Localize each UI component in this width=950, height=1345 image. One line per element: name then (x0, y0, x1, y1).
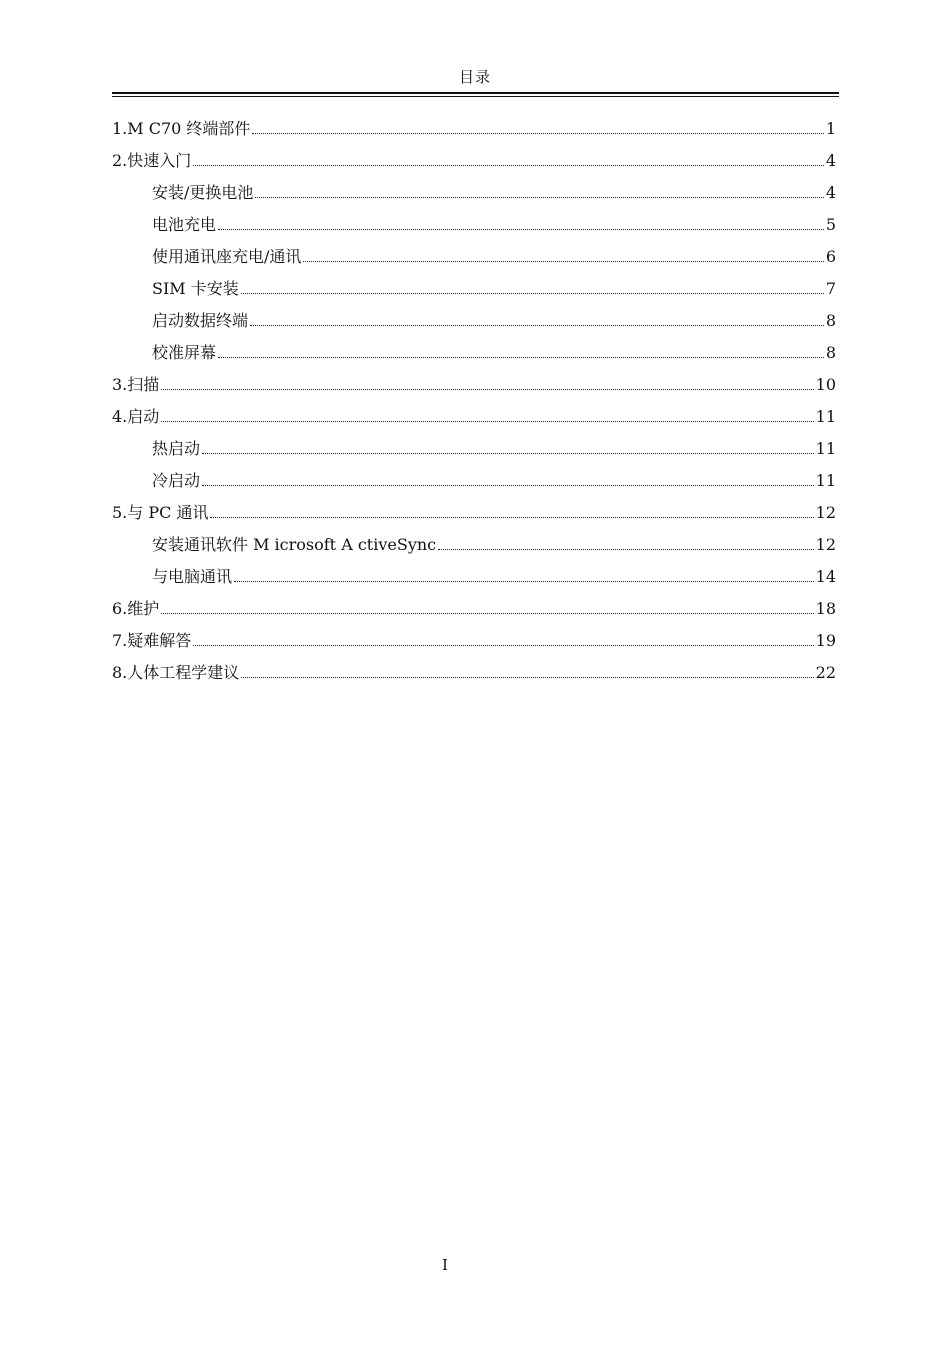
toc-entry[interactable] (112, 660, 836, 692)
toc-entry-title: 启动数据终端 (152, 311, 249, 330)
toc-entry[interactable] (112, 244, 836, 276)
toc-entry-title: 安装通讯软件 M icrosoft A ctiveSync (152, 535, 437, 554)
toc-entry-page: 11 (815, 439, 836, 458)
toc-dot-leader (161, 612, 813, 614)
toc-entry-title: 3.扫描 (112, 375, 160, 394)
toc-entry-title: 使用通讯座充电/通讯 (152, 247, 302, 266)
toc-dot-leader (161, 420, 813, 422)
toc-entry-page: 10 (815, 375, 836, 394)
toc-entry-title: 8.人体工程学建议 (112, 663, 240, 682)
page-number-footer: I (442, 1256, 448, 1274)
toc-dot-leader (250, 324, 824, 326)
toc-entry[interactable] (112, 340, 836, 372)
page-header-title: 目录 (458, 68, 491, 86)
toc-entry[interactable] (112, 404, 836, 436)
toc-entry-title: 校准屏幕 (152, 343, 217, 362)
toc-entry[interactable] (112, 180, 836, 212)
toc-dot-leader (438, 548, 814, 550)
header-rule-thick (112, 92, 839, 94)
toc-dot-leader (193, 164, 824, 166)
toc-entry-page: 4 (825, 151, 836, 170)
toc-dot-leader (252, 132, 823, 134)
toc-entry-page: 7 (825, 279, 836, 298)
toc-entry[interactable] (112, 468, 836, 500)
toc-entry-title: 与电脑通讯 (152, 567, 233, 586)
toc-entry-title: 6.维护 (112, 599, 160, 618)
toc-dot-leader (303, 260, 823, 262)
toc-dot-leader (218, 356, 824, 358)
toc-entry[interactable] (112, 628, 836, 660)
toc-dot-leader (202, 452, 814, 454)
toc-entry-title: SIM 卡安装 (152, 279, 239, 298)
toc-entry-page: 5 (825, 215, 836, 234)
toc-dot-leader (193, 644, 813, 646)
toc-entry-title: 7.疑难解答 (112, 631, 192, 650)
toc-entry-page: 6 (825, 247, 836, 266)
toc-entry-title: 4.启动 (112, 407, 160, 426)
toc-entry[interactable] (112, 564, 836, 596)
toc-entry-page: 22 (815, 663, 836, 682)
toc-entry-page: 14 (815, 567, 836, 586)
table-of-contents (112, 116, 836, 692)
toc-entry[interactable] (112, 596, 836, 628)
toc-entry[interactable] (112, 500, 836, 532)
toc-entry-title: 安装/更换电池 (152, 183, 254, 202)
toc-entry[interactable] (112, 308, 836, 340)
toc-dot-leader (161, 388, 813, 390)
toc-entry[interactable] (112, 436, 836, 468)
toc-dot-leader (218, 228, 824, 230)
toc-entry[interactable] (112, 116, 836, 148)
toc-entry-title: 5.与 PC 通讯 (112, 503, 209, 522)
toc-dot-leader (202, 484, 814, 486)
toc-entry-title: 电池充电 (152, 215, 217, 234)
toc-dot-leader (255, 196, 823, 198)
toc-entry-title: 1.M C70 终端部件 (112, 119, 251, 138)
toc-entry-title: 热启动 (152, 439, 201, 458)
toc-entry-page: 11 (815, 471, 836, 490)
toc-entry[interactable] (112, 212, 836, 244)
toc-entry-page: 8 (825, 311, 836, 330)
toc-entry-page: 4 (825, 183, 836, 202)
toc-entry[interactable] (112, 532, 836, 564)
toc-entry-page: 1 (825, 119, 836, 138)
toc-dot-leader (234, 580, 814, 582)
toc-dot-leader (241, 676, 813, 678)
toc-entry-title: 2.快速入门 (112, 151, 192, 170)
header-rule-thin (112, 96, 839, 97)
toc-entry[interactable] (112, 372, 836, 404)
toc-entry-page: 8 (825, 343, 836, 362)
toc-entry[interactable] (112, 148, 836, 180)
toc-entry[interactable] (112, 276, 836, 308)
toc-dot-leader (241, 292, 824, 294)
toc-entry-title: 冷启动 (152, 471, 201, 490)
toc-entry-page: 12 (815, 503, 836, 522)
toc-entry-page: 11 (815, 407, 836, 426)
toc-entry-page: 18 (815, 599, 836, 618)
toc-dot-leader (210, 516, 813, 518)
toc-entry-page: 12 (815, 535, 836, 554)
toc-entry-page: 19 (815, 631, 836, 650)
